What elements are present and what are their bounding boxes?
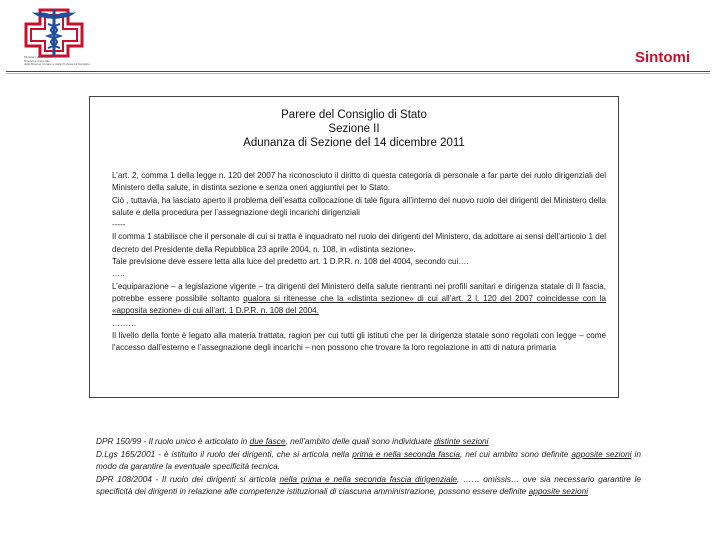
separator: ……… [112, 318, 137, 328]
note-dlgs-165 [96, 448, 641, 473]
logo-line: Direzione Generale [24, 58, 50, 63]
title-divider [6, 71, 710, 72]
opinion-paragraph: Tale previsione deve essere letta alla luce del predetto art. 1 D.P.R. n. 108 del 4004, secondo cui…. [112, 257, 469, 267]
underlined-text: nella prima e nella seconda fascia dirigenziale [279, 473, 458, 484]
opinion-paragraph [112, 281, 606, 318]
underlined-text: apposite sezioni [571, 448, 632, 459]
separator: ….. [112, 269, 125, 279]
opinion-box [89, 96, 619, 398]
underlined-text: apposite sezioni [528, 486, 589, 496]
paragraph-text: L’equiparazione – a legislazione vigente – tra dirigenti del Ministero della salute rientranti nei profili sanitari e dirigenza statale di II fascia, potrebbe essere possibile soltanto [112, 281, 606, 303]
opinion-title: Parere del Consiglio di Stato [281, 109, 427, 121]
underlined-text: due fasce [249, 436, 286, 446]
note-text: DPR 150/99 - Il ruolo unico è articolato in [96, 436, 250, 446]
underlined-text: prima e nella seconda fascia [352, 448, 460, 459]
separator: ----- [112, 220, 126, 230]
note-text: , nel cui ambito sono definite [459, 448, 572, 459]
opinion-paragraph: Ciò , tuttavia, ha lasciato aperto il problema dell’esatta collocazione di tale figura all’interno del nuovo ruolo dei dirigenti del Ministero della salute e della procedura per l’assegnazione degli incarichi dirigenziali [112, 195, 606, 217]
title-divider-secondary [6, 73, 710, 74]
underlined-text: distinte sezioni [434, 436, 489, 446]
caduceus-icon [14, 6, 94, 58]
opinion-date: Adunanza di Sezione del 14 dicembre 2011 [243, 137, 465, 149]
note-text: , …… omissis… ove sia necessario garantire le specificità dei dirigenti in relazione alle competenze istituzionali di ciascuna amministrazione, possono essere definite [96, 473, 641, 496]
opinion-paragraph: L’art. 2, comma 1 della legge n. 120 del 2007 ha riconosciuto il diritto di questa categoria di personale a far parte dei ruolo dirigenziali del Ministero della salute, in distinta sezione e senza oneri aggiuntivi per lo Stato. [112, 171, 606, 193]
opinion-body [112, 170, 606, 354]
opinion-paragraph: Il livello della fonte è legato alla materia trattata, ragion per cui tutti gli istituti che per la dirigenza statale sono regolati con legge – come l’accesso dall’esterno e l’assegnazione degli incarichi – non possono che trovare la loro regolazione in atti di natura primaria [112, 330, 606, 353]
note-text: , nell’ambito delle quali sono individuate [285, 436, 435, 446]
logo-line: delle Risorse Umane e delle Professioni Sanitarie [24, 62, 90, 66]
note-text: in modo da garantire la eventuale specificità tecnica. [96, 448, 641, 471]
logo-line: Ministero della Salute [24, 55, 53, 59]
note-text: DPR 108/2004 - Il ruolo dei dirigenti si articola [96, 473, 280, 484]
underlined-text: qualora si ritenesse che la «distinta sezione» di cui all’art. 2 l. 120 del 2007 coincidesse con la «apposita sezione» di cui all’art. 1 D.P.R. n. 108 del 2004. [112, 293, 606, 316]
note-dpr-108 [96, 473, 641, 498]
legal-notes [96, 435, 641, 498]
section-title: Sintomi [635, 49, 690, 66]
opinion-section: Sezione II [328, 123, 380, 135]
opinion-header [90, 108, 618, 150]
opinion-paragraph: Il comma 1 stabilisce che il personale di cui si tratta è inquadrato nel ruolo dei dirigenti del Ministero, da adottare ai sensi dell’articolo 1 del decreto del Presidente della Repubblica 23 aprile 2004, n. 108, in «distinta sezione». [112, 232, 606, 254]
logo-caption [24, 56, 104, 67]
note-text: D.Lgs 165/2001 - è istituito il ruolo dei dirigenti, che si articola nella [96, 448, 353, 459]
note-dpr-150 [96, 435, 641, 448]
